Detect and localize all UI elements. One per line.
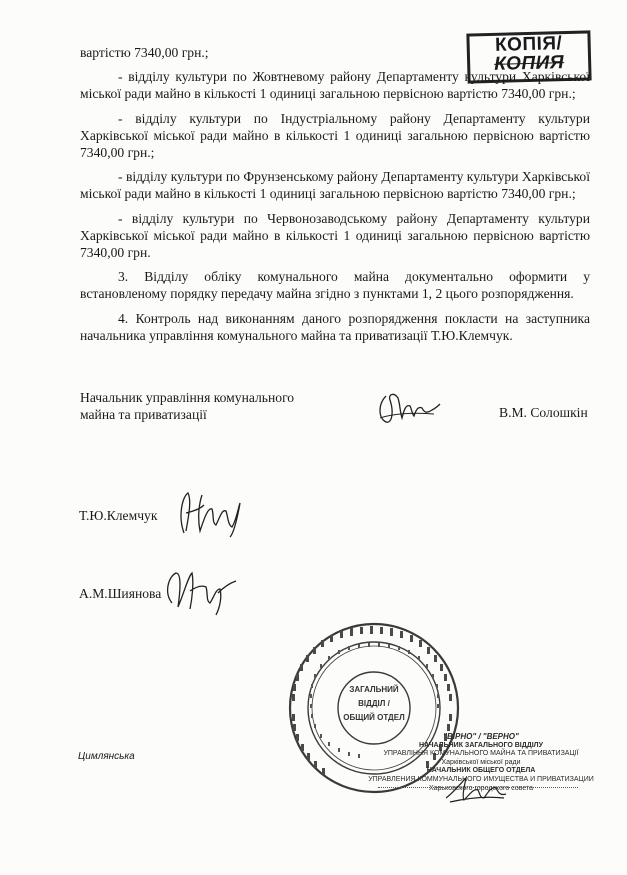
signatory-title bbox=[80, 389, 294, 423]
verno-line-5: НАЧАЛЬНИК ОБЩЕГО ОТДЕЛА bbox=[426, 767, 536, 775]
paragraph-chervonozavodskyi: - відділу культури по Червонозаводському району Департаменту культури Харківської міської ради майно в кількості 1 одиниці загальною первісною вартістю 7340,00 грн. bbox=[80, 210, 590, 261]
seal-center-line-2: ВІДДІЛ / bbox=[358, 699, 390, 708]
klemchuk-signature bbox=[164, 487, 244, 539]
verno-line-3: УПРАВЛІННЯ КОМУНАЛЬНОГО МАЙНА ТА ПРИВАТИЗАЦІЇ bbox=[383, 750, 579, 758]
seal-center-line-3: ОБЩИЙ ОТДЕЛ bbox=[343, 713, 405, 722]
paragraph-zhovtnevyi: - відділу культури по Жовтневому району Департаменту культури Харківської міської ради майно в кількості 1 одиниці загальною первісною вартістю 7340,00 грн.; bbox=[80, 69, 590, 102]
copy-stamp-line-1: КОПІЯ/ bbox=[494, 33, 563, 56]
shiyanova-signature bbox=[160, 563, 238, 619]
signatory-title-line-1: Начальник управління комунального bbox=[80, 390, 295, 405]
paragraph-item-4: 4. Контроль над виконанням даного розпорядження покласти на заступника начальника управління комунального майна та приватизації Т.Ю.Клемчук. bbox=[80, 310, 590, 343]
copy-stamp-line-2: КОПИЯ bbox=[493, 52, 565, 75]
paragraph-industrialnyi: - відділу культури по Індустріальному району Департаменту культури Харківської міської ради майно в кількості 1 одиниці загальною первісною вартістю 7340,00 грн.; bbox=[80, 110, 590, 161]
verno-line-1: "ВІРНО" / "ВЕРНО" bbox=[443, 732, 519, 741]
verno-line-7: Харьковского городского совета bbox=[428, 784, 534, 792]
head-signature bbox=[372, 388, 442, 430]
document-body bbox=[80, 44, 590, 344]
signatory-name: В.М. Солошкін bbox=[499, 405, 588, 420]
signatory-title-line-2: майна та приватизації bbox=[80, 407, 207, 422]
verno-line-4: Харківської міської ради bbox=[441, 758, 521, 766]
paragraph-item-3: 3. Відділу обліку комунального майна документально оформити у встановленому порядку передачу майна згідно з пунктами 1, 2 цього розпорядження. bbox=[80, 269, 590, 302]
seal-center-line-1: ЗАГАЛЬНИЙ bbox=[349, 685, 399, 694]
approver-shiyanova: А.М.Шиянова bbox=[79, 586, 162, 601]
paragraph-continuation: вартістю 7340,00 грн.; bbox=[80, 45, 209, 60]
verno-line-6: УПРАВЛЕНИЯ КОММУНАЛЬНОГО ИМУЩЕСТВА И ПРИВАТИЗАЦИИ bbox=[368, 775, 594, 783]
executor-name: Цимлянська bbox=[78, 751, 135, 762]
verno-line-2: НАЧАЛЬНИК ЗАГАЛЬНОГО ВІДДІЛУ bbox=[419, 741, 543, 749]
verno-signature bbox=[440, 772, 510, 806]
paragraph-frunzenskyi: - відділу культури по Фрунзенському району Департаменту культури Харківської міської ради майно в кількості 1 одиниці загальною первісною вартістю 7340,00 грн.; bbox=[80, 169, 590, 202]
approver-klemchuk: Т.Ю.Клемчук bbox=[79, 508, 158, 523]
